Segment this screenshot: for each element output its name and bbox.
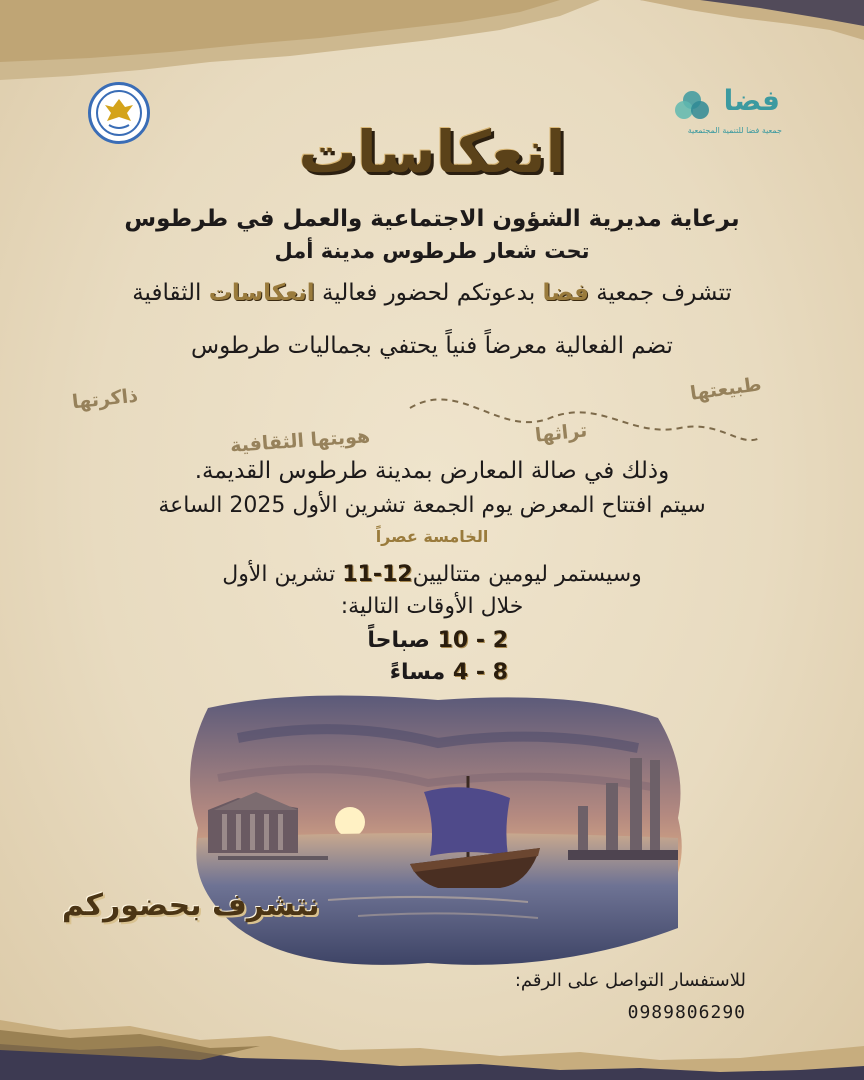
- harbor-sunset-illustration: [178, 688, 698, 978]
- schedule-period: صباحاً: [367, 628, 430, 653]
- invitation-line: [0, 280, 864, 306]
- duration-dates: 11-12: [342, 562, 413, 587]
- fada-logo-subtitle: جمعية فضا للتنمية المجتمعية: [687, 126, 782, 135]
- venue-line: وذلك في صالة المعارض بمدينة طرطوس القديمة.: [194, 458, 670, 484]
- theme-heritage: تراثها: [533, 419, 589, 447]
- invite-part2: بدعوتكم لحضور فعالية: [321, 280, 536, 306]
- duration-line: [0, 562, 864, 587]
- exhibit-description: تضم الفعالية معرضاً فنياً يحتفي بجماليات طرطوس: [191, 333, 673, 359]
- schedule-row-morning: [367, 628, 508, 653]
- event-title: انعكاسات: [298, 118, 566, 186]
- invite-part3: الثقافية: [132, 280, 202, 306]
- patronage-line: برعاية مديرية الشؤون الاجتماعية والعمل في طرطوس: [124, 206, 740, 232]
- duration-part1: وسيستمر ليومين متتاليين: [412, 562, 642, 587]
- contact-phone[interactable]: 0989806290: [627, 1002, 746, 1023]
- contact-label: للاستفسار التواصل على الرقم:: [514, 970, 746, 991]
- theme-identity: هويتها الثقافية: [229, 425, 371, 457]
- theme-nature: طبيعتها: [688, 373, 763, 405]
- closing-message: نتشرف بحضوركم: [62, 888, 320, 923]
- slogan-line: تحت شعار طرطوس مدينة أمل: [274, 239, 590, 263]
- schedule-range: 4 - 8: [452, 660, 508, 685]
- times-heading: خلال الأوقات التالية:: [340, 594, 524, 619]
- invite-event-name: انعكاسات: [208, 280, 315, 306]
- opening-time: الخامسة عصراً: [375, 527, 489, 546]
- fada-logo-name: فضا: [723, 84, 780, 117]
- schedule-row-evening: [390, 660, 508, 685]
- schedule-range: 10 - 2: [437, 628, 508, 653]
- torn-paper-top: [0, 0, 864, 90]
- opening-line: سيتم افتتاح المعرض يوم الجمعة تشرين الأول 2025 الساعة: [158, 493, 706, 518]
- theme-memory: ذاكرتها: [71, 384, 139, 414]
- duration-part2: تشرين الأول: [222, 562, 336, 587]
- invite-part1: تتشرف جمعية: [596, 280, 732, 306]
- invite-org-name: فضا: [542, 280, 589, 306]
- schedule-period: مساءً: [389, 660, 446, 685]
